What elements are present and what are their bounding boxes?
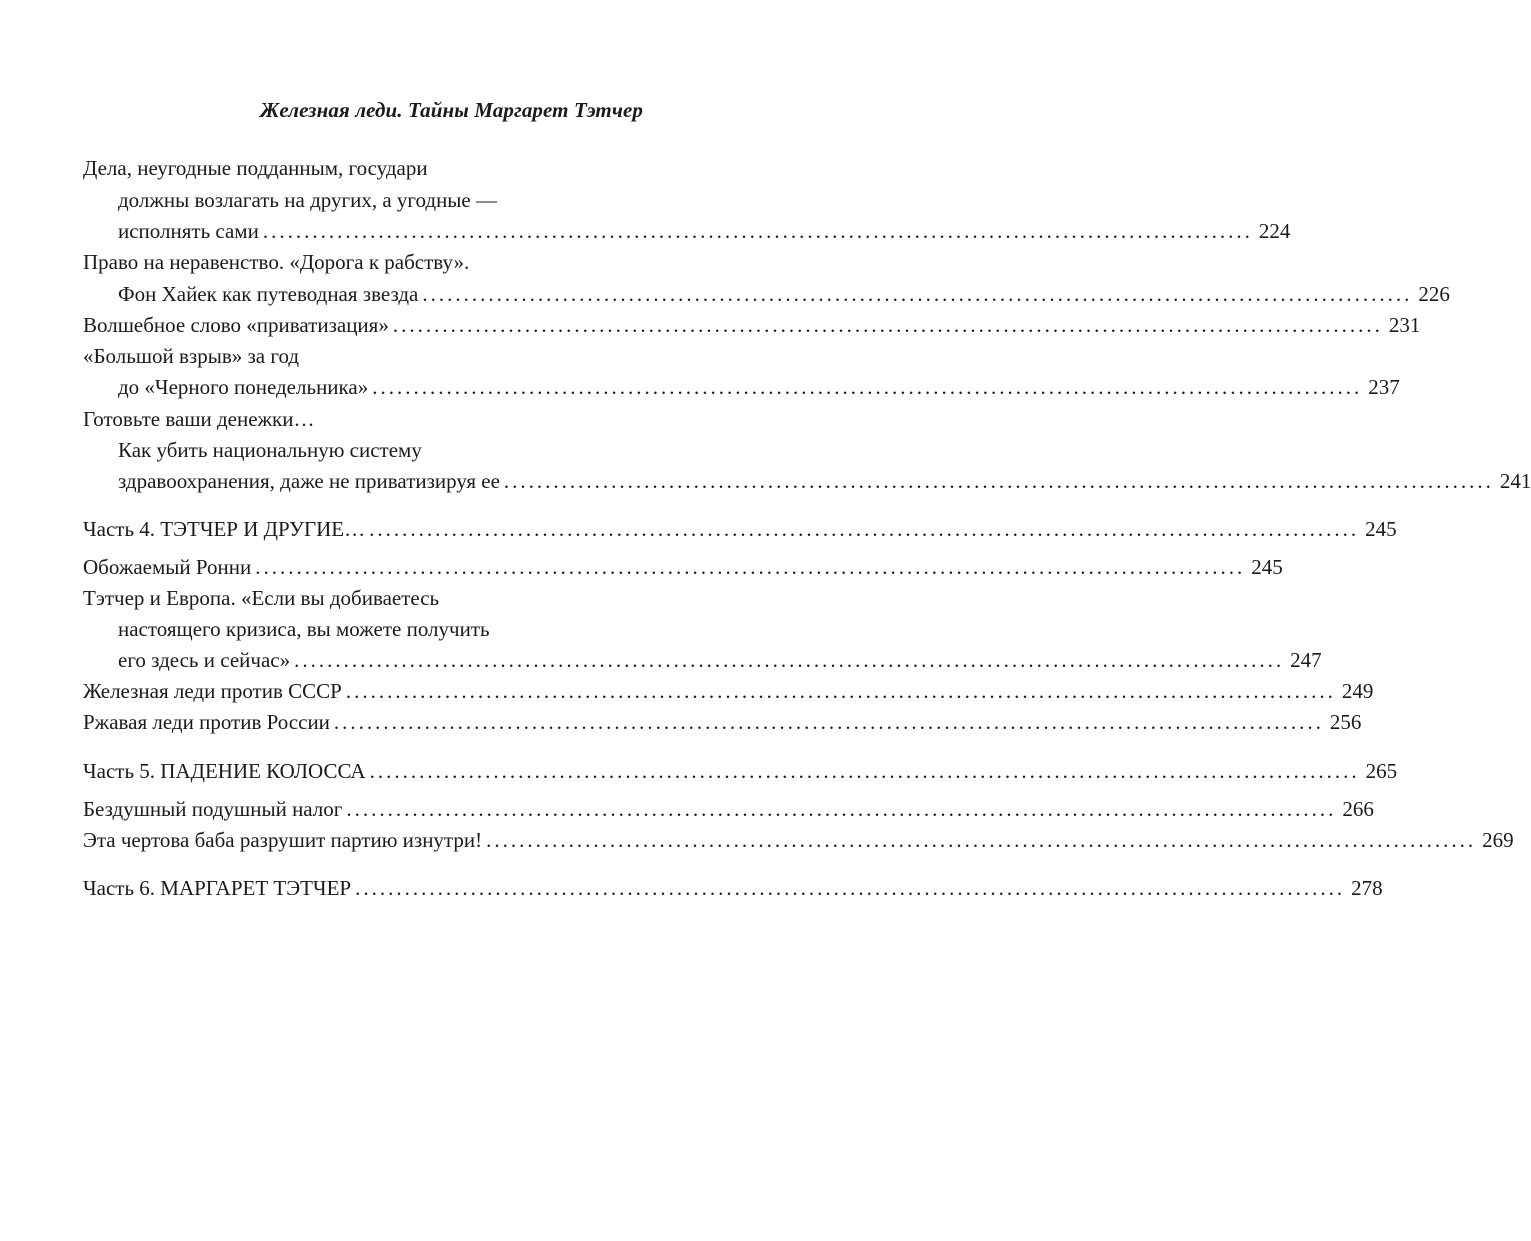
toc-part-title: Часть 6. МАРГАРЕТ ТЭТЧЕР: [83, 876, 352, 900]
dot-leader: ........................................................................................................................: [355, 876, 1346, 900]
toc-entry[interactable]: [118, 645, 1322, 675]
toc-entry-title: Фон Хайек как путеводная звезда: [118, 282, 419, 306]
toc-entry[interactable]: [83, 310, 1421, 340]
dot-leader: ........................................................................................................................: [369, 759, 1360, 783]
toc-entry-title: здравоохранения, даже не приватизируя ее: [118, 469, 500, 493]
toc-entry-title: его здесь и сейчас»: [118, 648, 291, 672]
page-number: 224: [1258, 219, 1291, 243]
toc-entry[interactable]: [118, 216, 1291, 246]
toc-part-heading[interactable]: [83, 514, 1397, 544]
toc-part-title: Часть 5. ПАДЕНИЕ КОЛОССА: [83, 759, 366, 783]
page-number: 231: [1388, 313, 1421, 337]
toc-entry[interactable]: [118, 372, 1400, 402]
dot-leader: ........................................................................................................................: [294, 648, 1285, 672]
toc-part-heading[interactable]: [83, 756, 1398, 786]
toc-entry-line: Как убить национальную систему: [118, 438, 422, 462]
page-number: 247: [1290, 648, 1322, 672]
page-number: 237: [1368, 375, 1400, 399]
toc-entry-title: Волшебное слово «приватизация»: [83, 313, 389, 337]
toc-entry-title: Эта чертова баба разрушит партию изнутри!: [83, 828, 483, 852]
page-number: 256: [1329, 710, 1362, 734]
dot-leader: ........................................................................................................................: [262, 219, 1253, 243]
toc-entry-line: Дела, неугодные подданным, государи: [83, 156, 428, 180]
toc-entry[interactable]: [118, 466, 1531, 496]
dot-leader: ........................................................................................................................: [392, 313, 1383, 337]
dot-leader: ........................................................................................................................: [486, 828, 1477, 852]
toc-entry[interactable]: [118, 279, 1450, 309]
toc-entry-title: Обожаемый Ронни: [83, 555, 252, 579]
toc-entry-line: Готовьте ваши денежки…: [83, 407, 315, 431]
page-number: 278: [1351, 876, 1383, 900]
toc-entry-line: настоящего кризиса, вы можете получить: [118, 617, 490, 641]
dot-leader: ........................................................................................................................: [503, 469, 1494, 493]
running-head: Железная леди. Тайны Маргарет Тэтчер: [259, 98, 643, 122]
page-number: 245: [1365, 517, 1397, 541]
dot-leader: ........................................................................................................................: [345, 679, 1336, 703]
toc-entry[interactable]: [83, 676, 1374, 706]
dot-leader: ........................................................................................................................: [346, 797, 1337, 821]
toc-entry-line: Право на неравенство. «Дорога к рабству».: [83, 250, 470, 274]
toc-entry[interactable]: [83, 794, 1374, 824]
toc-entry[interactable]: [83, 825, 1514, 855]
page-number: 269: [1482, 828, 1514, 852]
dot-leader: ........................................................................................................................: [422, 282, 1413, 306]
page-number: 249: [1341, 679, 1374, 703]
dot-leader: ........................................................................................................................: [333, 710, 1324, 734]
page-number: 266: [1342, 797, 1374, 821]
dot-leader: ........................................................................................................................: [255, 555, 1246, 579]
toc-part-heading[interactable]: [83, 873, 1383, 903]
page-number: 265: [1365, 759, 1398, 783]
toc-entry-title: Ржавая леди против России: [83, 710, 330, 734]
toc-entry-title: исполнять сами: [118, 219, 259, 243]
page-number: 245: [1251, 555, 1283, 579]
dot-leader: ........................................................................................................................: [369, 517, 1360, 541]
toc-entry-line: Тэтчер и Европа. «Если вы добиваетесь: [83, 586, 440, 610]
toc-part-title: Часть 4. ТЭТЧЕР И ДРУГИЕ…: [83, 517, 366, 541]
toc-entry-title: до «Черного понедельника»: [118, 375, 369, 399]
page-number: 226: [1418, 282, 1450, 306]
toc-entry-title: Бездушный подушный налог: [83, 797, 343, 821]
toc-entry-line: «Большой взрыв» за год: [83, 344, 300, 368]
toc-entry-title: Железная леди против СССР: [83, 679, 342, 703]
toc-entry[interactable]: [83, 707, 1362, 737]
dot-leader: ........................................................................................................................: [372, 375, 1363, 399]
toc-entry[interactable]: [83, 552, 1283, 582]
page-number: 241: [1499, 469, 1531, 493]
toc-entry-line: должны возлагать на других, а угодные —: [118, 188, 497, 212]
